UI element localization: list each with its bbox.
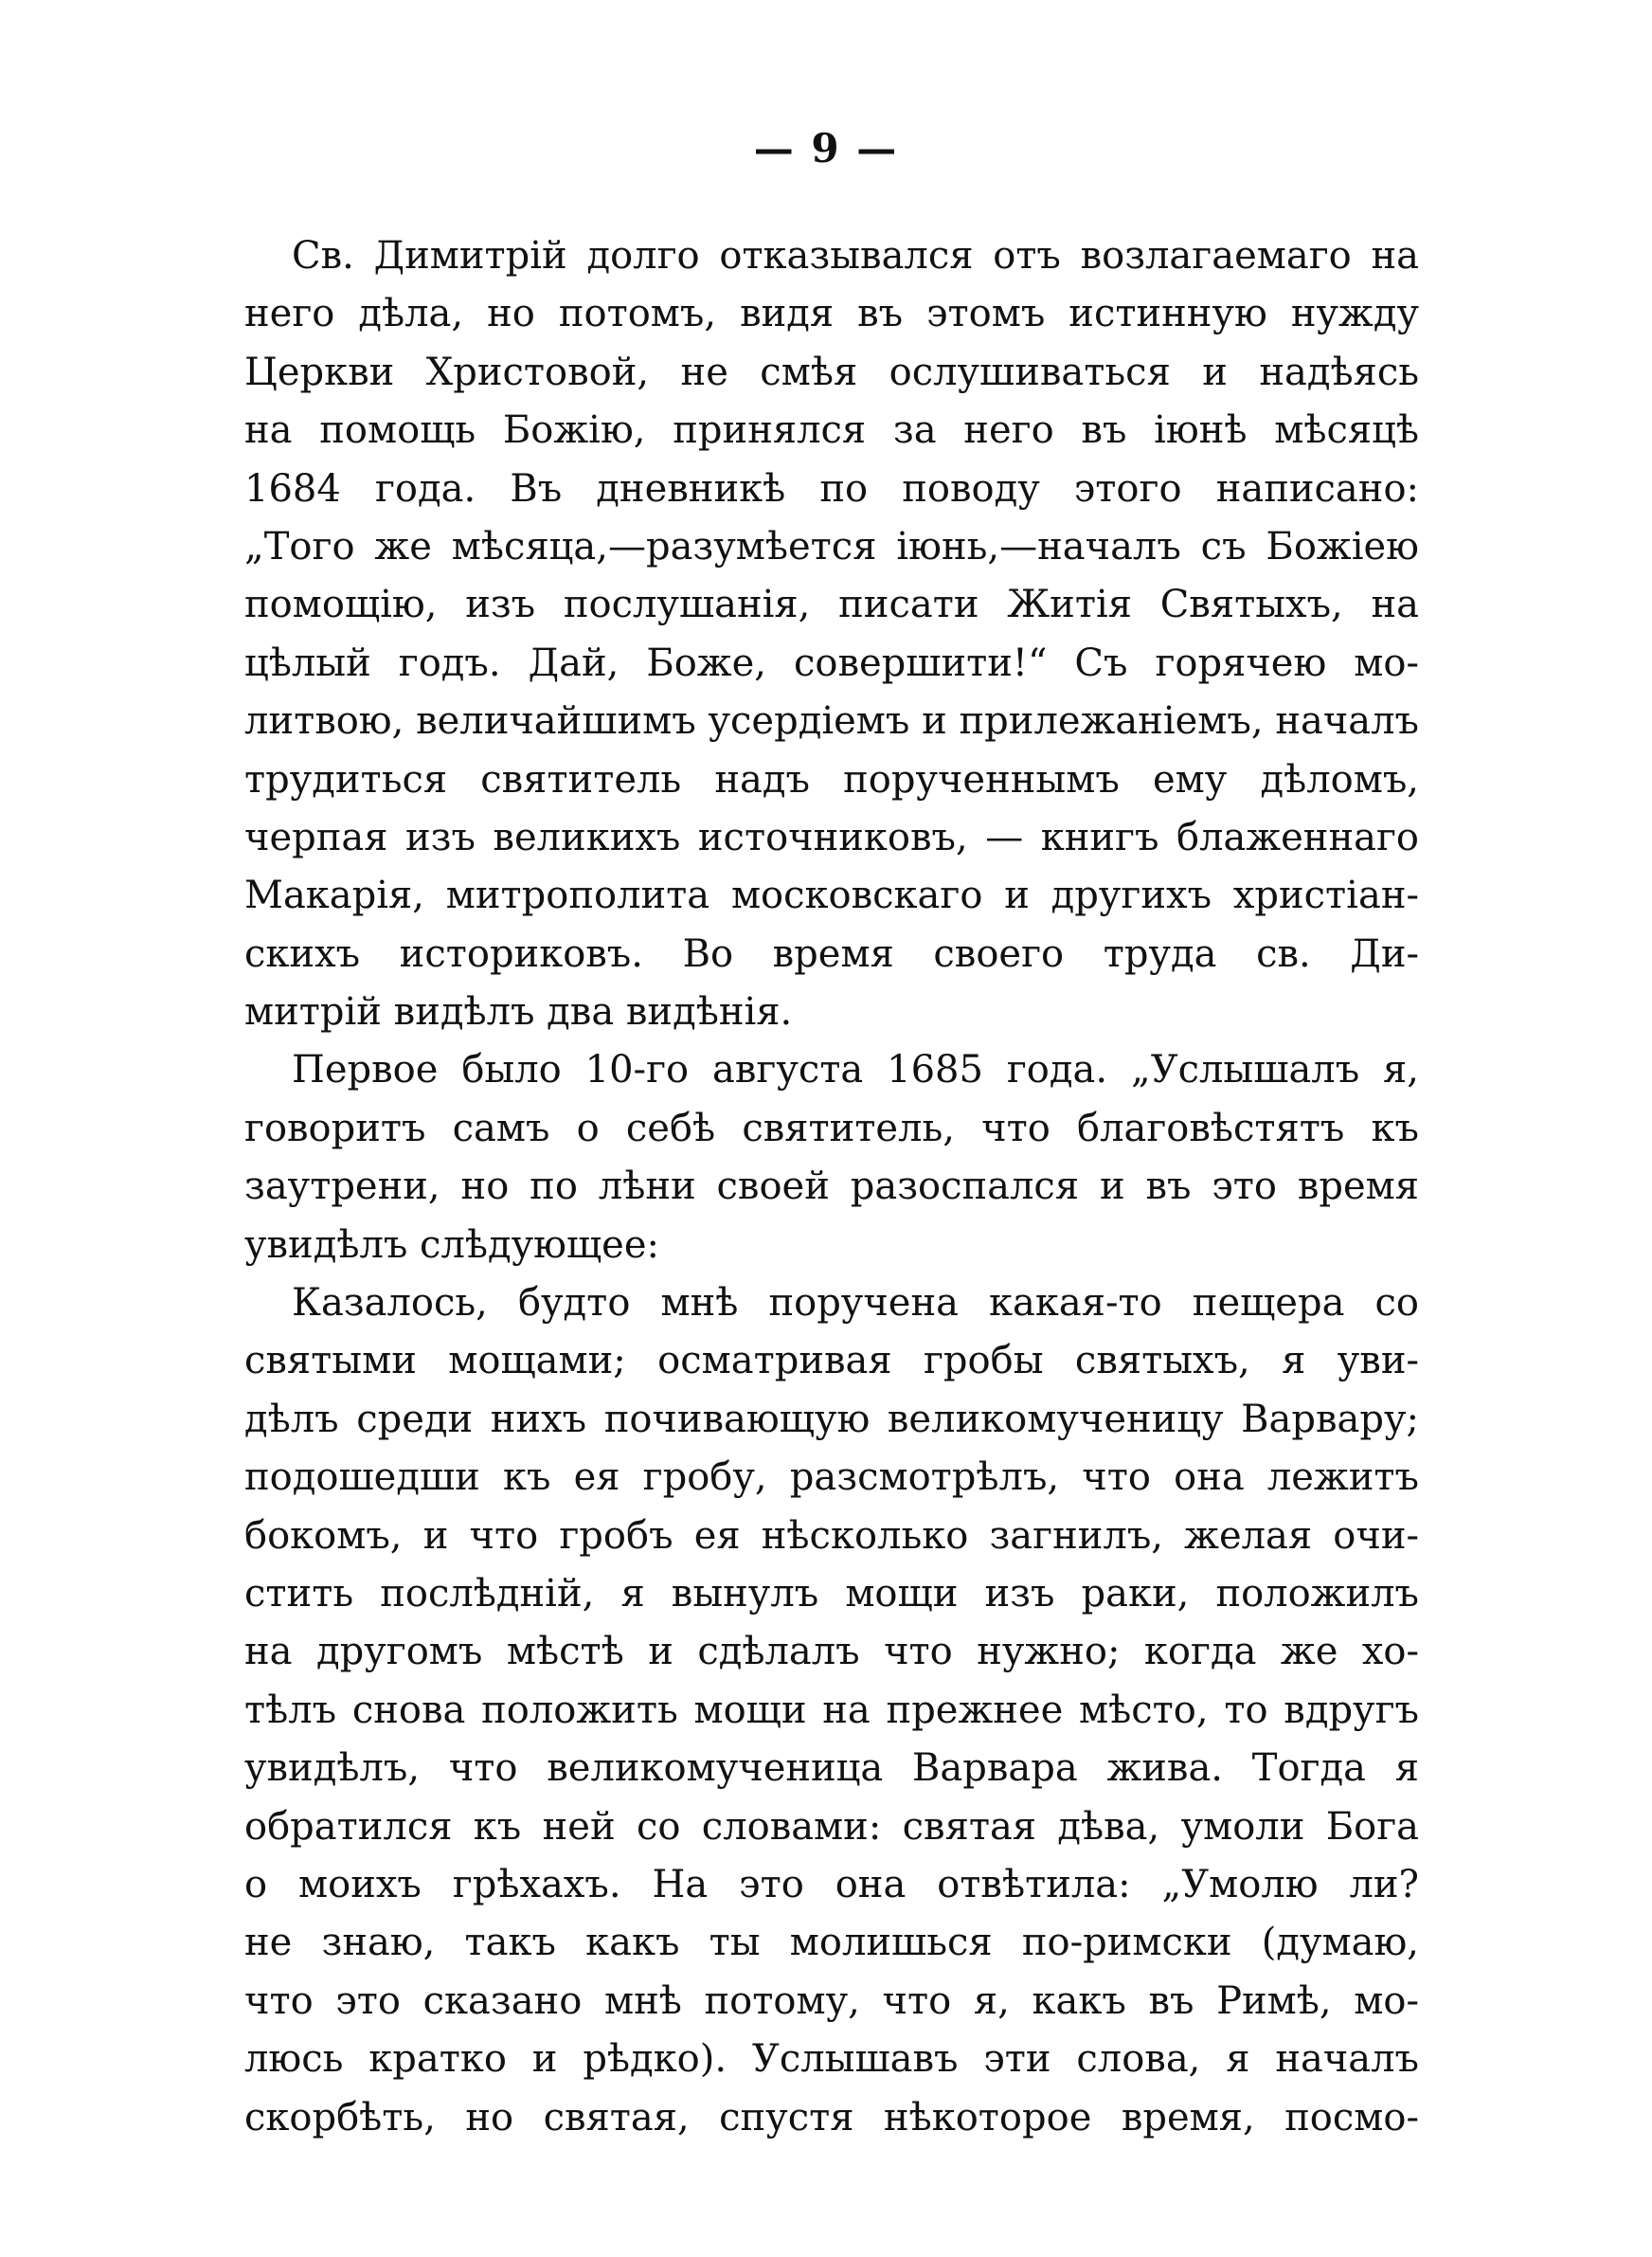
text-line: цѣлый годъ. Дай, Боже, совершити!“ Съ горячею мо- [244,641,1419,685]
text-line: Св. Димитрій долго отказывался отъ возлагаемаго на [292,234,1419,278]
text-line: трудиться святитель надъ порученнымъ ему дѣломъ, [244,757,1419,802]
text-line: что это сказано мнѣ потому, что я, какъ въ Римѣ, мо- [244,1978,1419,2023]
text-line: святыми мощами; осматривая гробы святыхъ, я уви- [244,1339,1419,1383]
text-line: обратился къ ней со словами: святая дѣва, умоли Бога [244,1804,1419,1849]
text-line: Первое было 10-го августа 1685 года. „Услышалъ я, [292,1048,1419,1092]
text-line: на помощь Божію, принялся за него въ іюнѣ мѣсяцѣ [244,408,1419,453]
text-line: 1684 года. Въ дневникѣ по поводу этого написано: [244,466,1419,511]
text-line: увидѣлъ, что великомученица Варвара жива. Тогда я [244,1746,1419,1791]
text-line: увидѣлъ слѣдующее: [244,1222,659,1267]
text-line: дѣлъ среди нихъ почивающую великомученицу Варвару; [244,1397,1419,1441]
text-line: говоритъ самъ о себѣ святитель, что благовѣстятъ къ [244,1106,1419,1150]
text-line: люсь кратко и рѣдко). Услышавъ эти слова, я началъ [244,2037,1419,2082]
text-line: Казалось, будто мнѣ поручена какая-то пещера со [292,1281,1419,1326]
text-line: о моихъ грѣхахъ. На это она отвѣтила: „Умолю ли? [244,1862,1419,1906]
text-line: тѣлъ снова положить мощи на прежнее мѣсто, то вдругъ [244,1688,1419,1732]
text-line: стить послѣдній, я вынулъ мощи изъ раки, положилъ [244,1571,1419,1616]
body-text [244,227,1419,2147]
page-number: — 9 — [753,125,899,172]
text-line: на другомъ мѣстѣ и сдѣлалъ что нужно; когда же хо- [244,1630,1419,1674]
text-line: литвою, величайшимъ усердіемъ и прилежаніемъ, началъ [244,699,1419,744]
text-line: бокомъ, и что гробъ ея нѣсколько загнилъ, желая очи- [244,1513,1419,1558]
text-line: помощію, изъ послушанія, писати Житія Святыхъ, на [244,583,1419,627]
text-line: скорбѣть, но святая, спустя нѣкоторое время, посмо- [244,2095,1419,2140]
text-line: него дѣла, но потомъ, видя въ этомъ истинную нужду [244,292,1419,336]
text-line: Церкви Христовой, не смѣя ослушиваться и надѣясь [244,350,1419,394]
text-line: черпая изъ великихъ источниковъ, — книгъ блаженнаго [244,815,1419,859]
text-line: „Того же мѣсяца,—разумѣется іюнь,—началъ съ Божіею [244,524,1419,569]
text-line: скихъ историковъ. Во время своего труда св. Ди- [244,931,1419,976]
text-line: заутрени, но по лѣни своей разоспался и въ это время [244,1165,1419,1209]
text-line: Макарія, митрополита московскаго и другихъ христіан- [244,874,1419,918]
text-line: митрій видѣлъ два видѣнія. [244,990,793,1035]
text-line: не знаю, такъ какъ ты молишься по-римски (думаю, [244,1921,1419,1965]
text-line: подошедши къ ея гробу, разсмотрѣлъ, что она лежитъ [244,1455,1419,1500]
